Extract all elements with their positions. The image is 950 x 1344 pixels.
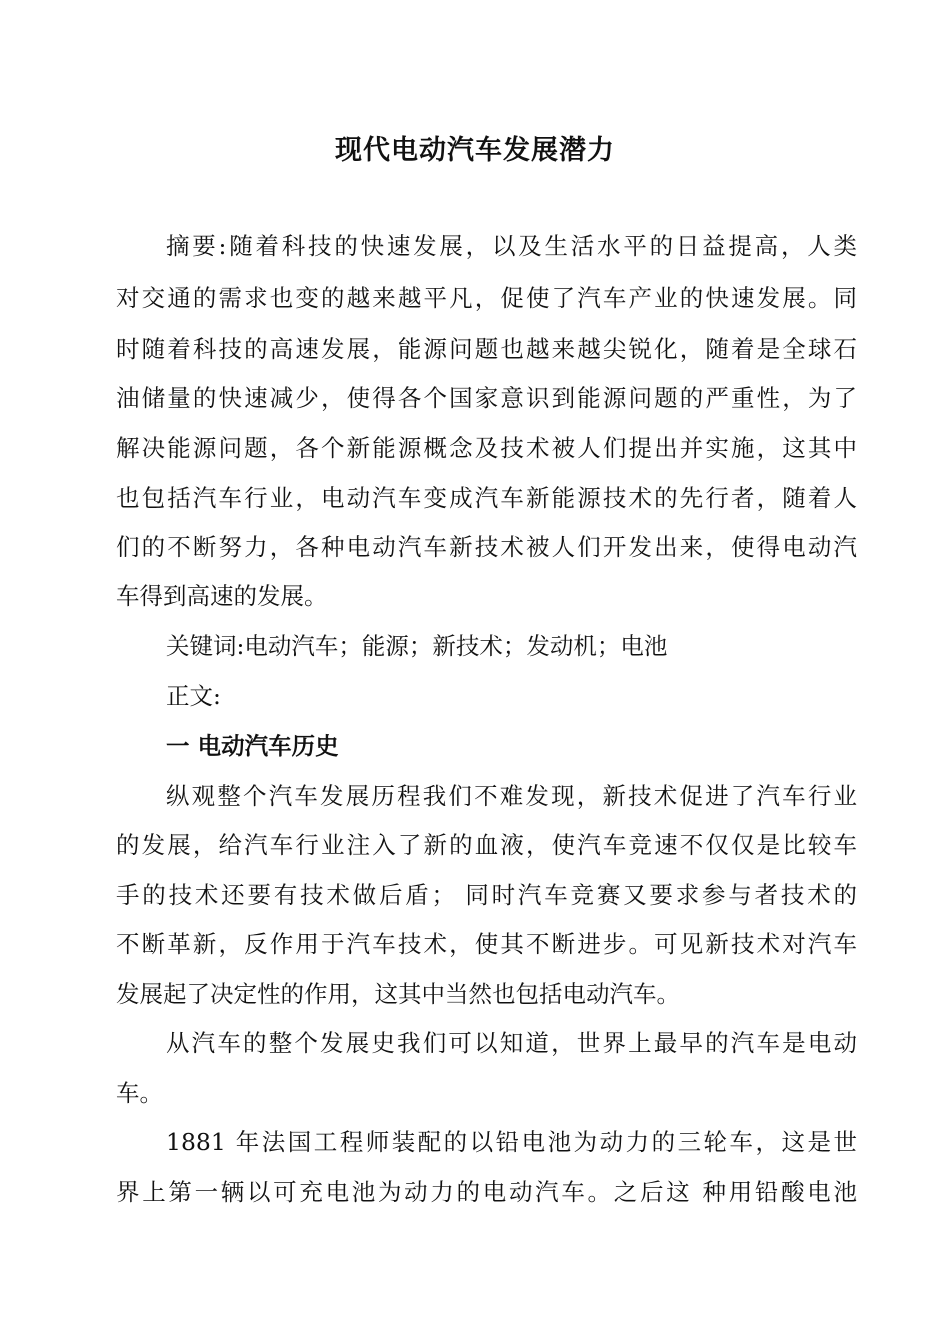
- abstract-line: 对交通的需求也变的越来越平凡，促使了汽车产业的快速发展。同: [116, 284, 857, 312]
- abstract-line: 也包括汽车行业，电动汽车变成汽车新能源技术的先行者，随着人: [116, 484, 857, 512]
- paragraph-line: 纵观整个汽车发展历程我们不难发现，新技术促进了汽车行业: [166, 782, 857, 810]
- abstract-line: 时随着科技的高速发展，能源问题也越来越尖锐化，随着是全球石: [116, 335, 857, 363]
- paragraph-line: 1881 年法国工程师装配的以铅电池为动力的三轮车，这是世: [166, 1128, 857, 1156]
- paragraph-line: 手的技术还要有技术做后盾； 同时汽车竞赛又要求参与者技术的: [116, 881, 857, 909]
- abstract-line: 们的不断努力，各种电动汽车新技术被人们开发出来，使得电动汽: [116, 533, 857, 561]
- paragraph-line: 从汽车的整个发展史我们可以知道，世界上最早的汽车是电动: [166, 1029, 857, 1057]
- paragraph-line: 不断革新，反作用于汽车技术，使其不断进步。可见新技术对汽车: [116, 930, 857, 958]
- paragraph-line: 发展起了决定性的作用，这其中当然也包括电动汽车。: [116, 980, 680, 1008]
- keywords: 关键词:电动汽车；能源；新技术；发动机；电池: [166, 632, 668, 660]
- abstract-line: 摘要:随着科技的快速发展，以及生活水平的日益提高，人类: [166, 232, 857, 260]
- document-title: 现代电动汽车发展潜力: [335, 135, 615, 166]
- section-heading: 一 电动汽车历史: [166, 732, 339, 760]
- abstract-line: 油储量的快速减少，使得各个国家意识到能源问题的严重性，为了: [116, 384, 857, 412]
- paragraph-line: 的发展，给汽车行业注入了新的血液，使汽车竞速不仅仅是比较车: [116, 831, 857, 859]
- body-label: 正文:: [166, 682, 221, 710]
- abstract-line: 解决能源问题，各个新能源概念及技术被人们提出并实施，这其中: [116, 434, 857, 462]
- paragraph-line: 车。: [116, 1079, 163, 1107]
- paragraph-line: 界上第一辆以可充电池为动力的电动汽车。之后这 种用铅酸电池: [116, 1178, 857, 1206]
- abstract-line: 车得到高速的发展。: [116, 582, 328, 610]
